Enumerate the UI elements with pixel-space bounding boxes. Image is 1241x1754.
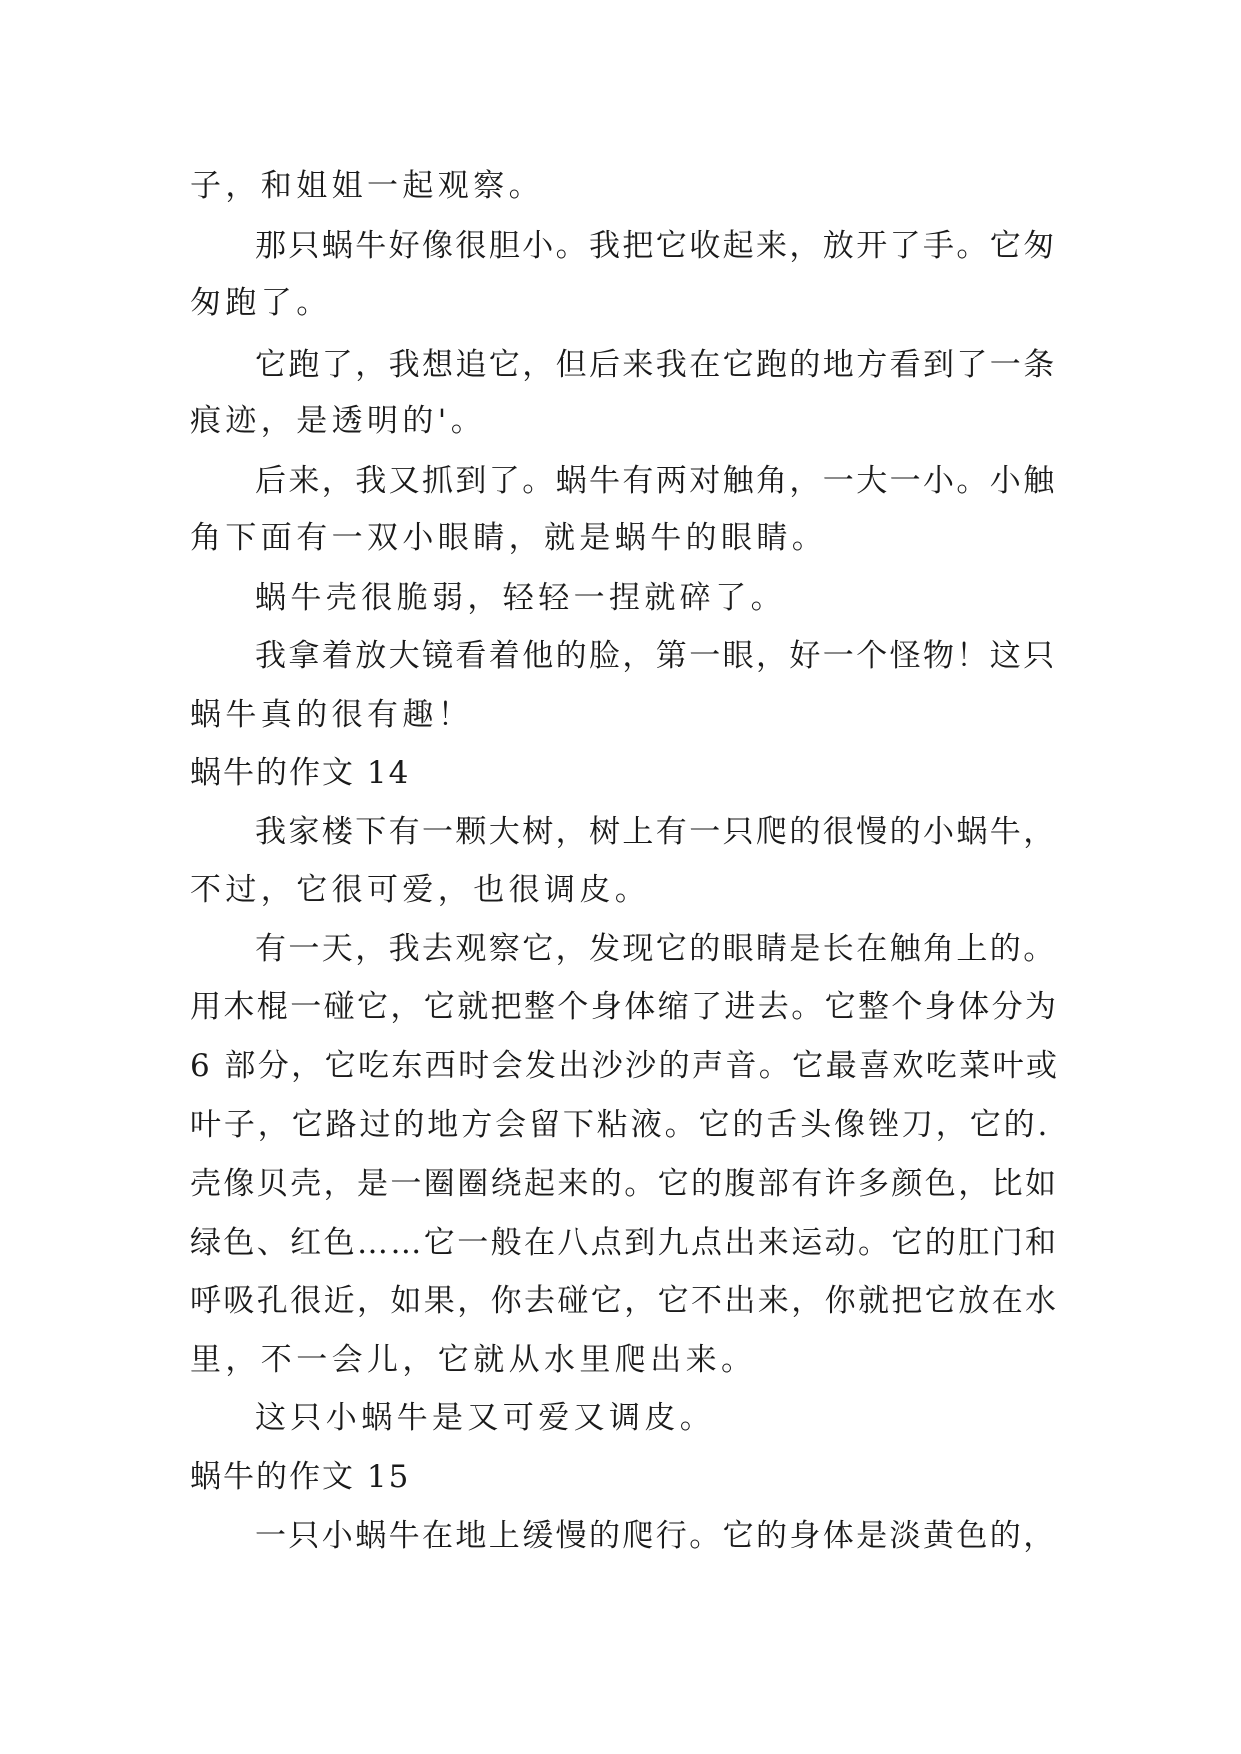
paragraph-line: 蜗牛壳很脆弱，轻轻一捏就碎了。 [255, 580, 786, 616]
paragraph-line: 我家楼下有一颗大树，树上有一只爬的很慢的小蜗牛， [255, 814, 1057, 850]
paragraph-line: 有一天，我去观察它，发现它的眼睛是长在触角上的。 [255, 931, 1057, 967]
paragraph-line: 用木棍一碰它，它就把整个身体缩了进去。它整个身体分为 [190, 989, 1059, 1025]
paragraph-line: 一只小蜗牛在地上缓慢的爬行。它的身体是淡黄色的， [255, 1518, 1057, 1554]
section-heading: 蜗牛的作文 15 [190, 1459, 411, 1495]
paragraph-line: 不过，它很可爱，也很调皮。 [190, 872, 651, 908]
paragraph-line: 绿色、红色……它一般在八点到九点出来运动。它的肛门和 [190, 1225, 1059, 1261]
paragraph-line: 蜗牛真的很有趣！ [190, 697, 474, 733]
paragraph-line: 壳像贝壳，是一圈圈绕起来的。它的腹部有许多颜色，比如 [190, 1166, 1059, 1202]
paragraph-line: 这只小蜗牛是又可爱又调皮。 [255, 1400, 716, 1436]
paragraph-line: 角下面有一双小眼睛，就是蜗牛的眼睛。 [190, 520, 828, 556]
paragraph-line: 叶子，它路过的地方会留下粘液。它的舌头像锉刀，它的. [190, 1107, 1051, 1143]
paragraph-line: 里，不一会儿，它就从水里爬出来。 [190, 1342, 757, 1378]
paragraph-line: 痕迹，是透明的'。 [190, 403, 487, 439]
paragraph-line: 后来，我又抓到了。蜗牛有两对触角，一大一小。小触 [255, 463, 1057, 499]
paragraph-line: 匆跑了。 [190, 285, 332, 321]
section-heading: 蜗牛的作文 14 [190, 755, 411, 791]
paragraph-line: 那只蜗牛好像很胆小。我把它收起来，放开了手。它匆 [255, 228, 1057, 264]
paragraph-line: 6 部分，它吃东西时会发出沙沙的声音。它最喜欢吃菜叶或 [190, 1048, 1060, 1084]
paragraph-line: 它跑了，我想追它，但后来我在它跑的地方看到了一条 [255, 347, 1057, 383]
paragraph-line: 子，和姐姐一起观察。 [190, 168, 544, 204]
paragraph-line: 呼吸孔很近，如果，你去碰它，它不出来，你就把它放在水 [190, 1283, 1059, 1319]
paragraph-line: 我拿着放大镜看着他的脸，第一眼，好一个怪物！这只 [255, 638, 1057, 674]
